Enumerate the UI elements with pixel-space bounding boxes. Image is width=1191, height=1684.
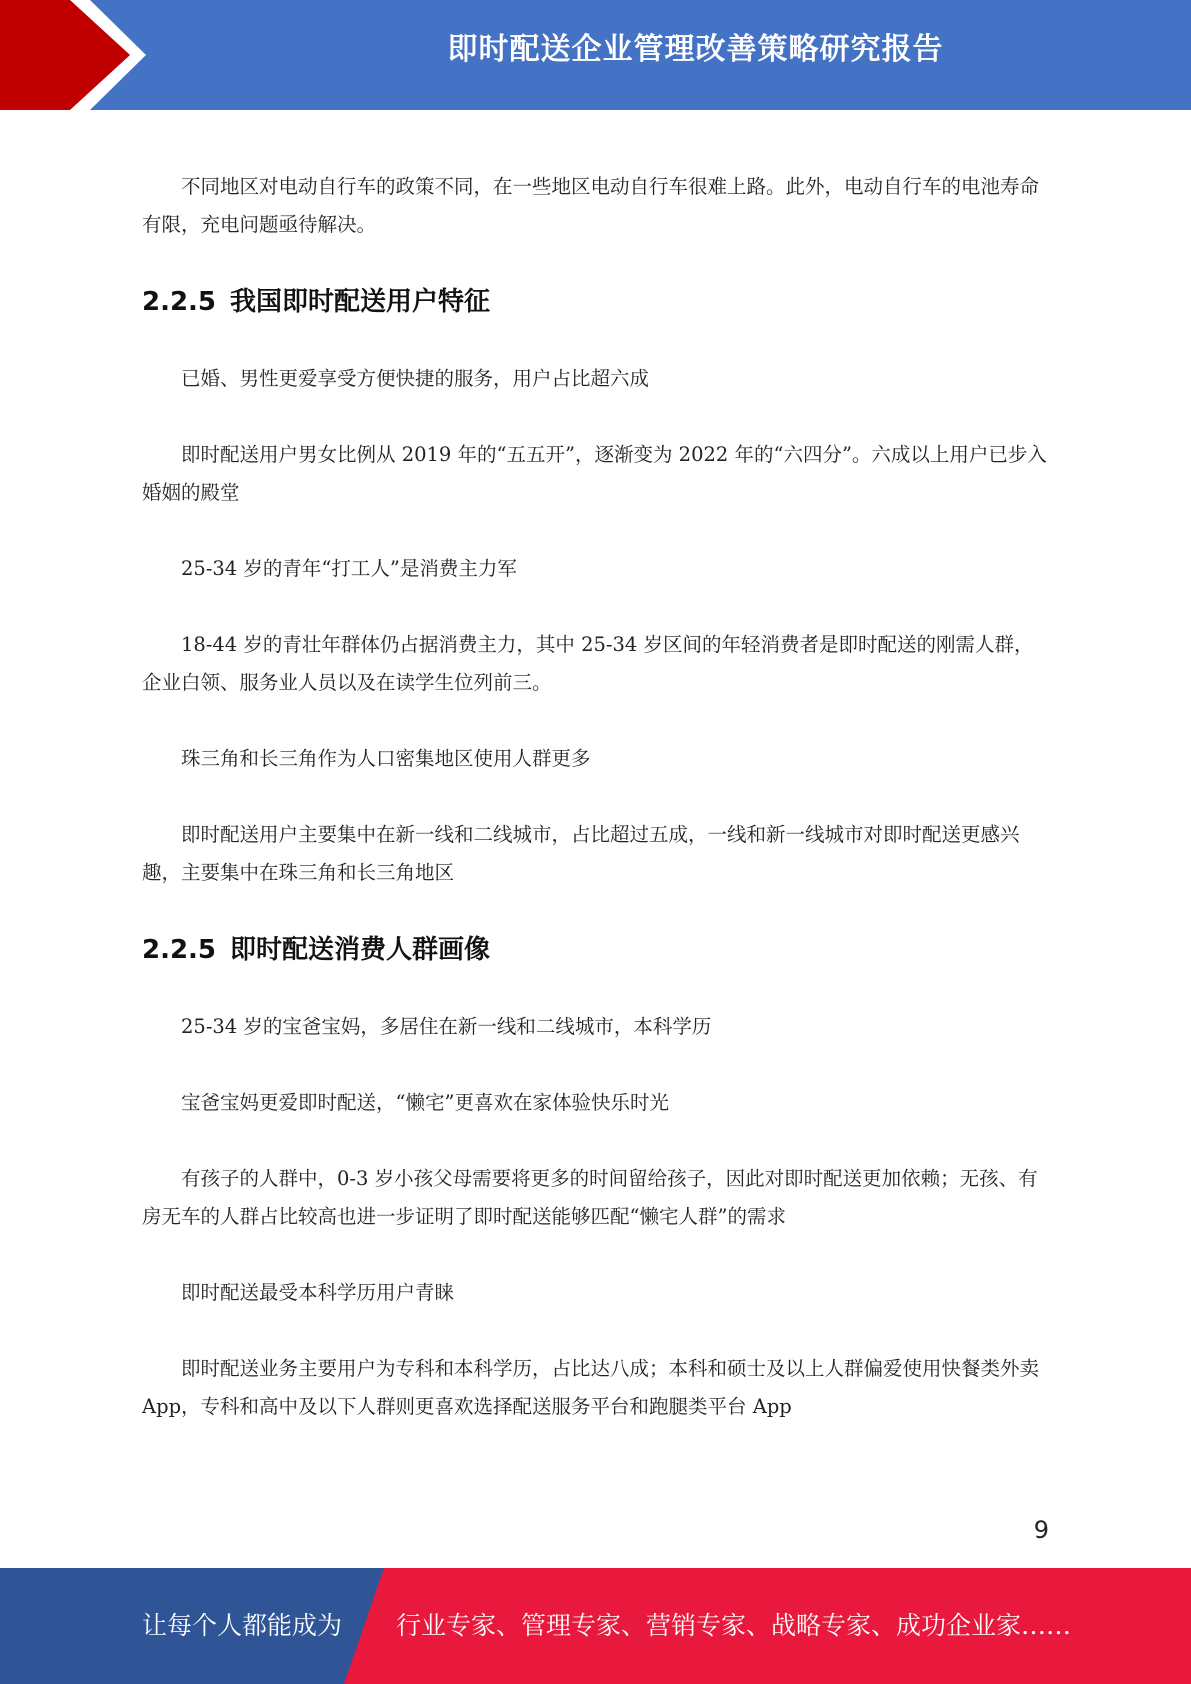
paragraph: 即时配送业务主要用户为专科和本科学历，占比达八成；本科和硕士及以上人群偏爱使用快餐类外卖 App，专科和高中及以下人群则更喜欢选择配送服务平台和跑腿类平台 App: [142, 1357, 1040, 1418]
paragraph: 已婚、男性更爱享受方便快捷的服务，用户占比超六成: [181, 367, 650, 390]
paragraph: 25-34 岁的青年“打工人”是消费主力军: [181, 557, 517, 580]
intro-paragraph: 不同地区对电动自行车的政策不同，在一些地区电动自行车很难上路。此外，电动自行车的电池寿命有限，充电问题亟待解决。: [142, 175, 1040, 236]
section-title: 我国即时配送用户特征: [230, 287, 491, 317]
paragraph: 宝爸宝妈更爱即时配送，“懒宅”更喜欢在家体验快乐时光: [181, 1091, 669, 1114]
page-header: [0, 0, 1191, 110]
page-footer: [0, 1568, 1191, 1684]
paragraph: 即时配送最受本科学历用户青睐: [181, 1281, 455, 1304]
section-title: 即时配送消费人群画像: [230, 935, 491, 965]
paragraph: 即时配送用户主要集中在新一线和二线城市，占比超过五成，一线和新一线城市对即时配送更感兴趣，主要集中在珠三角和长三角地区: [142, 823, 1020, 884]
paragraph: 18-44 岁的青壮年群体仍占据消费主力，其中 25-34 岁区间的年轻消费者是即时配送的刚需人群，企业白领、服务业人员以及在读学生位列前三。: [142, 633, 1034, 694]
footer-slogan-left: 让每个人都能成为: [142, 1611, 343, 1640]
paragraph: 即时配送用户男女比例从 2019 年的“五五开”，逐渐变为 2022 年的“六四分”。六成以上用户已步入婚姻的殿堂: [142, 443, 1047, 504]
footer-slogan-right: 行业专家、管理专家、营销专家、战略专家、成功企业家……: [396, 1611, 1072, 1640]
section-heading-user-features: [142, 282, 1047, 322]
section-number: 2.2.5: [142, 287, 217, 317]
main-content: [142, 168, 1047, 1464]
page-number: 9: [1033, 1516, 1049, 1544]
paragraph: 有孩子的人群中，0-3 岁小孩父母需要将更多的时间留给孩子，因此对即时配送更加依赖；无孩、有房无车的人群占比较高也进一步证明了即时配送能够匹配“懒宅人群”的需求: [142, 1167, 1038, 1228]
paragraph: 25-34 岁的宝爸宝妈，多居住在新一线和二线城市，本科学历: [181, 1015, 712, 1038]
section-heading-consumer-portrait: [142, 930, 1047, 970]
paragraph: 珠三角和长三角作为人口密集地区使用人群更多: [181, 747, 591, 770]
section-number: 2.2.5: [142, 935, 217, 965]
report-title: 即时配送企业管理改善策略研究报告: [447, 32, 944, 67]
